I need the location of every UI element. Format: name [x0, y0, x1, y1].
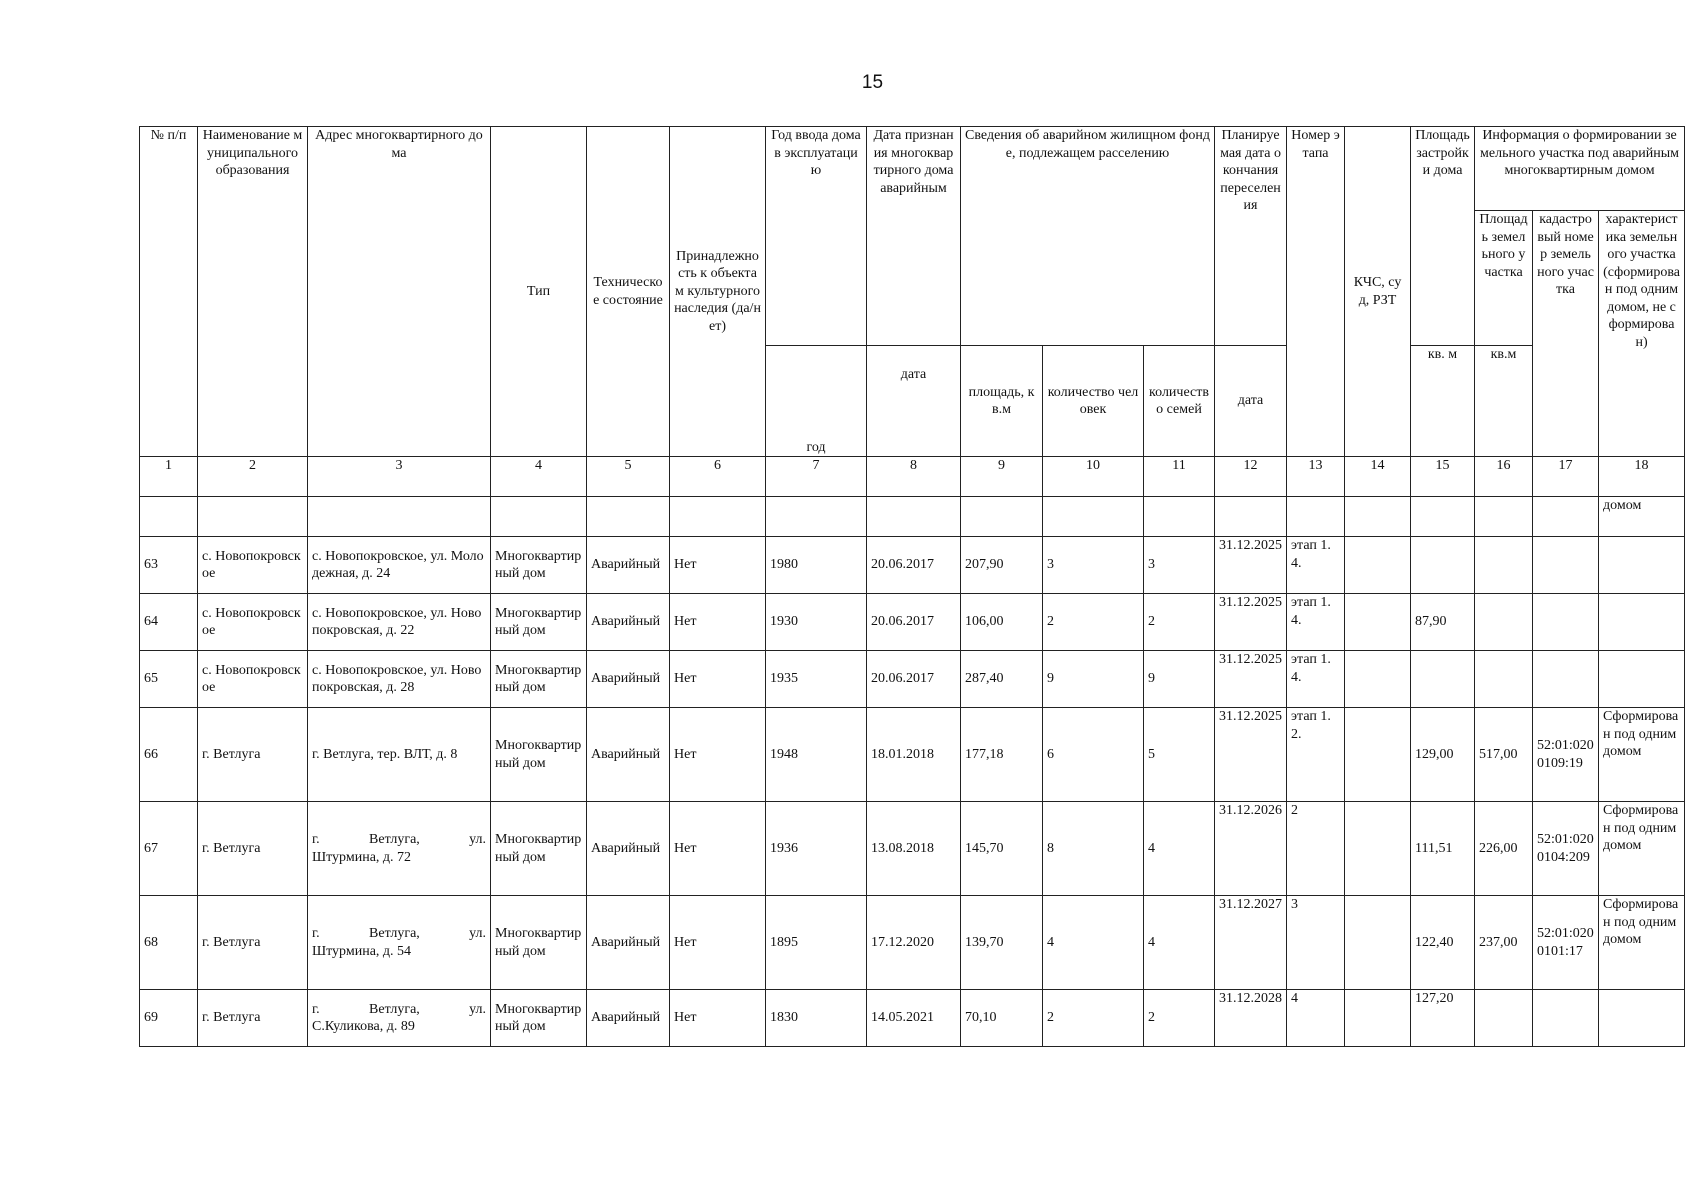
- cell-cadastre: [1533, 651, 1599, 708]
- cell-municipality: с. Новопокровское: [198, 651, 308, 708]
- table-row: [140, 537, 1685, 594]
- cell-build-area: 122,40: [1411, 896, 1475, 990]
- cell-address: [308, 990, 491, 1047]
- cell-cadastre: [1533, 537, 1599, 594]
- cell-cadastre: 52:01:0200101:17: [1533, 896, 1599, 990]
- unit-area: площадь, кв.м: [961, 346, 1043, 457]
- cell-people: 9: [1043, 651, 1144, 708]
- continuation-cell: домом: [1599, 497, 1685, 537]
- cell-address: с. Новопокровское, ул. Молодежная, д. 24: [308, 537, 491, 594]
- cell-type: Многоквартирный дом: [491, 896, 587, 990]
- header-land-char: характеристика земельного участка (сформирован под одним домом, не сформирован): [1599, 211, 1685, 457]
- cell-land-char: Сформирован под одним домом: [1599, 896, 1685, 990]
- header-year: Год ввода дома в эксплуатацию: [766, 127, 867, 346]
- column-number: 1: [140, 457, 198, 497]
- cell-type: Многоквартирный дом: [491, 537, 587, 594]
- column-number: 10: [1043, 457, 1144, 497]
- cell-state: Аварийный: [587, 594, 670, 651]
- column-number: 9: [961, 457, 1043, 497]
- cell-area: 287,40: [961, 651, 1043, 708]
- cell-kchs: [1345, 990, 1411, 1047]
- address-part: Ветлуга,: [369, 1001, 420, 1017]
- cell-year: 1830: [766, 990, 867, 1047]
- cell-municipality: г. Ветлуга: [198, 802, 308, 896]
- cell-area: 106,00: [961, 594, 1043, 651]
- header-group-land: Информация о формировании земельного участка под аварийным многоквартирным домом: [1475, 127, 1685, 211]
- cell-year: 1948: [766, 708, 867, 802]
- cell-date: 20.06.2017: [867, 594, 961, 651]
- column-number: 8: [867, 457, 961, 497]
- cell-state: Аварийный: [587, 896, 670, 990]
- cell-heritage: Нет: [670, 802, 766, 896]
- cell-type: Многоквартирный дом: [491, 594, 587, 651]
- column-number: 14: [1345, 457, 1411, 497]
- cell-municipality: г. Ветлуга: [198, 990, 308, 1047]
- cell-year: 1980: [766, 537, 867, 594]
- cell-land-area: [1475, 651, 1533, 708]
- cell-date: 20.06.2017: [867, 651, 961, 708]
- table-row: [140, 990, 1685, 1047]
- cell-kchs: [1345, 651, 1411, 708]
- header-state: Техническое состояние: [587, 127, 670, 457]
- cell-num: 67: [140, 802, 198, 896]
- cell-area: 177,18: [961, 708, 1043, 802]
- cell-families: 4: [1144, 896, 1215, 990]
- cell-land-area: [1475, 594, 1533, 651]
- column-number: 2: [198, 457, 308, 497]
- cell-families: 2: [1144, 990, 1215, 1047]
- emergency-housing-table: [139, 126, 1685, 1047]
- unit-plan-date: дата: [1215, 346, 1287, 457]
- header-row-1: [140, 127, 1685, 211]
- cell-num: 68: [140, 896, 198, 990]
- header-kchs: КЧС, суд, РЗТ: [1345, 127, 1411, 457]
- cell-num: 63: [140, 537, 198, 594]
- cell-plan-date: 31.12.2025: [1215, 708, 1287, 802]
- cell-kchs: [1345, 537, 1411, 594]
- page-number: 15: [861, 72, 884, 93]
- cell-land-char: Сформирован под одним домом: [1599, 708, 1685, 802]
- cell-heritage: Нет: [670, 594, 766, 651]
- cell-stage: этап 1.2.: [1287, 708, 1345, 802]
- cell-families: 4: [1144, 802, 1215, 896]
- address-part: ул.: [469, 1001, 486, 1017]
- unit-families: количество семей: [1144, 346, 1215, 457]
- cell-cadastre: [1533, 990, 1599, 1047]
- cell-plan-date: 31.12.2028: [1215, 990, 1287, 1047]
- cell-area: 139,70: [961, 896, 1043, 990]
- cell-heritage: Нет: [670, 537, 766, 594]
- cell-stage: 4: [1287, 990, 1345, 1047]
- cell-date: 17.12.2020: [867, 896, 961, 990]
- cell-type: Многоквартирный дом: [491, 802, 587, 896]
- table-row: [140, 651, 1685, 708]
- table-row: [140, 594, 1685, 651]
- header-type: Тип: [491, 127, 587, 457]
- cell-stage: 2: [1287, 802, 1345, 896]
- cell-heritage: Нет: [670, 896, 766, 990]
- cell-municipality: г. Ветлуга: [198, 896, 308, 990]
- cell-build-area: 111,51: [1411, 802, 1475, 896]
- cell-year: 1895: [766, 896, 867, 990]
- cell-date: 20.06.2017: [867, 537, 961, 594]
- cell-families: 2: [1144, 594, 1215, 651]
- table-row: [140, 802, 1685, 896]
- cell-land-char: [1599, 651, 1685, 708]
- cell-stage: этап 1.4.: [1287, 537, 1345, 594]
- unit-build-area: кв. м: [1411, 346, 1475, 457]
- address-part: Штурмина, д. 72: [312, 849, 412, 865]
- cell-num: 64: [140, 594, 198, 651]
- cell-kchs: [1345, 708, 1411, 802]
- cell-build-area: 129,00: [1411, 708, 1475, 802]
- unit-people: количество человек: [1043, 346, 1144, 457]
- cell-address: г. Ветлуга, тер. ВЛТ, д. 8: [308, 708, 491, 802]
- cell-type: Многоквартирный дом: [491, 708, 587, 802]
- cell-plan-date: 31.12.2025: [1215, 537, 1287, 594]
- cell-state: Аварийный: [587, 651, 670, 708]
- cell-land-char: Сформирован под одним домом: [1599, 802, 1685, 896]
- cell-address: [308, 802, 491, 896]
- header-cadastre: кадастровый номер земельного участка: [1533, 211, 1599, 457]
- cell-address: с. Новопокровское, ул. Новопокровская, д. 22: [308, 594, 491, 651]
- cell-municipality: г. Ветлуга: [198, 708, 308, 802]
- header-build-area: Площадь застройки дома: [1411, 127, 1475, 346]
- column-number: 12: [1215, 457, 1287, 497]
- address-part: С.Куликова, д. 89: [312, 1019, 415, 1034]
- unit-land-area: кв.м: [1475, 346, 1533, 457]
- header-date: Дата признания многоквартирного дома аварийным: [867, 127, 961, 346]
- table-row: [140, 708, 1685, 802]
- address-part: г.: [312, 926, 320, 941]
- address-part: Штурмина, д. 54: [312, 943, 412, 959]
- column-number: 17: [1533, 457, 1599, 497]
- header-plan-date: Планируемая дата окончания переселения: [1215, 127, 1287, 346]
- cell-land-char: [1599, 990, 1685, 1047]
- header-address: Адрес многоквартирного дома: [308, 127, 491, 457]
- unit-year: год: [766, 346, 867, 457]
- cell-people: 6: [1043, 708, 1144, 802]
- column-number: 4: [491, 457, 587, 497]
- cell-kchs: [1345, 802, 1411, 896]
- cell-people: 3: [1043, 537, 1144, 594]
- cell-kchs: [1345, 594, 1411, 651]
- cell-municipality: с. Новопокровское: [198, 594, 308, 651]
- cell-heritage: Нет: [670, 651, 766, 708]
- cell-land-area: [1475, 537, 1533, 594]
- unit-date: дата: [867, 346, 961, 457]
- cell-state: Аварийный: [587, 990, 670, 1047]
- address-part: г.: [312, 832, 320, 847]
- cell-cadastre: [1533, 594, 1599, 651]
- cell-build-area: [1411, 537, 1475, 594]
- cell-land-area: [1475, 990, 1533, 1047]
- cell-people: 2: [1043, 594, 1144, 651]
- cell-plan-date: 31.12.2026: [1215, 802, 1287, 896]
- cell-state: Аварийный: [587, 537, 670, 594]
- header-stage: Номер этапа: [1287, 127, 1345, 457]
- cell-heritage: Нет: [670, 708, 766, 802]
- cell-state: Аварийный: [587, 802, 670, 896]
- cell-date: 14.05.2021: [867, 990, 961, 1047]
- column-number: 13: [1287, 457, 1345, 497]
- cell-heritage: Нет: [670, 990, 766, 1047]
- address-part: ул.: [469, 926, 486, 941]
- header-heritage: Принадлежность к объектам культурного наследия (да/нет): [670, 127, 766, 457]
- column-number: 16: [1475, 457, 1533, 497]
- cell-families: 5: [1144, 708, 1215, 802]
- cell-municipality: с. Новопокровское: [198, 537, 308, 594]
- address-part: Ветлуга,: [369, 926, 420, 941]
- column-number: 11: [1144, 457, 1215, 497]
- cell-families: 3: [1144, 537, 1215, 594]
- cell-state: Аварийный: [587, 708, 670, 802]
- cell-date: 13.08.2018: [867, 802, 961, 896]
- header-group-resettlement: Сведения об аварийном жилищном фонде, подлежащем расселению: [961, 127, 1215, 346]
- cell-stage: этап 1.4.: [1287, 651, 1345, 708]
- cell-area: 70,10: [961, 990, 1043, 1047]
- cell-people: 2: [1043, 990, 1144, 1047]
- cell-year: 1930: [766, 594, 867, 651]
- cell-address: с. Новопокровское, ул. Новопокровская, д. 28: [308, 651, 491, 708]
- cell-build-area: 127,20: [1411, 990, 1475, 1047]
- cell-date: 18.01.2018: [867, 708, 961, 802]
- cell-plan-date: 31.12.2025: [1215, 651, 1287, 708]
- column-number: 5: [587, 457, 670, 497]
- cell-area: 145,70: [961, 802, 1043, 896]
- cell-cadastre: 52:01:0200109:19: [1533, 708, 1599, 802]
- cell-kchs: [1345, 896, 1411, 990]
- cell-people: 8: [1043, 802, 1144, 896]
- column-number: 3: [308, 457, 491, 497]
- cell-build-area: 87,90: [1411, 594, 1475, 651]
- cell-num: 66: [140, 708, 198, 802]
- address-part: г.: [312, 1001, 320, 1017]
- table-row: [140, 896, 1685, 990]
- cell-area: 207,90: [961, 537, 1043, 594]
- header-municipality: Наименование муниципального образования: [198, 127, 308, 457]
- cell-cadastre: 52:01:0200104:209: [1533, 802, 1599, 896]
- column-number: 6: [670, 457, 766, 497]
- continuation-row: [140, 497, 1685, 537]
- cell-land-char: [1599, 594, 1685, 651]
- cell-num: 69: [140, 990, 198, 1047]
- column-number: 18: [1599, 457, 1685, 497]
- cell-families: 9: [1144, 651, 1215, 708]
- header-land-area: Площадь земельного участка: [1475, 211, 1533, 346]
- cell-plan-date: 31.12.2025: [1215, 594, 1287, 651]
- header-num: № п/п: [140, 127, 198, 457]
- column-number: 7: [766, 457, 867, 497]
- address-part: ул.: [469, 832, 486, 847]
- cell-year: 1936: [766, 802, 867, 896]
- cell-build-area: [1411, 651, 1475, 708]
- cell-land-area: 237,00: [1475, 896, 1533, 990]
- cell-year: 1935: [766, 651, 867, 708]
- cell-type: Многоквартирный дом: [491, 651, 587, 708]
- column-number: 15: [1411, 457, 1475, 497]
- cell-land-char: [1599, 537, 1685, 594]
- cell-address: [308, 896, 491, 990]
- cell-plan-date: 31.12.2027: [1215, 896, 1287, 990]
- cell-stage: 3: [1287, 896, 1345, 990]
- cell-land-area: 226,00: [1475, 802, 1533, 896]
- cell-type: Многоквартирный дом: [491, 990, 587, 1047]
- cell-stage: этап 1.4.: [1287, 594, 1345, 651]
- cell-num: 65: [140, 651, 198, 708]
- cell-land-area: 517,00: [1475, 708, 1533, 802]
- address-part: Ветлуга,: [369, 832, 420, 847]
- column-number-row: [140, 457, 1685, 497]
- cell-people: 4: [1043, 896, 1144, 990]
